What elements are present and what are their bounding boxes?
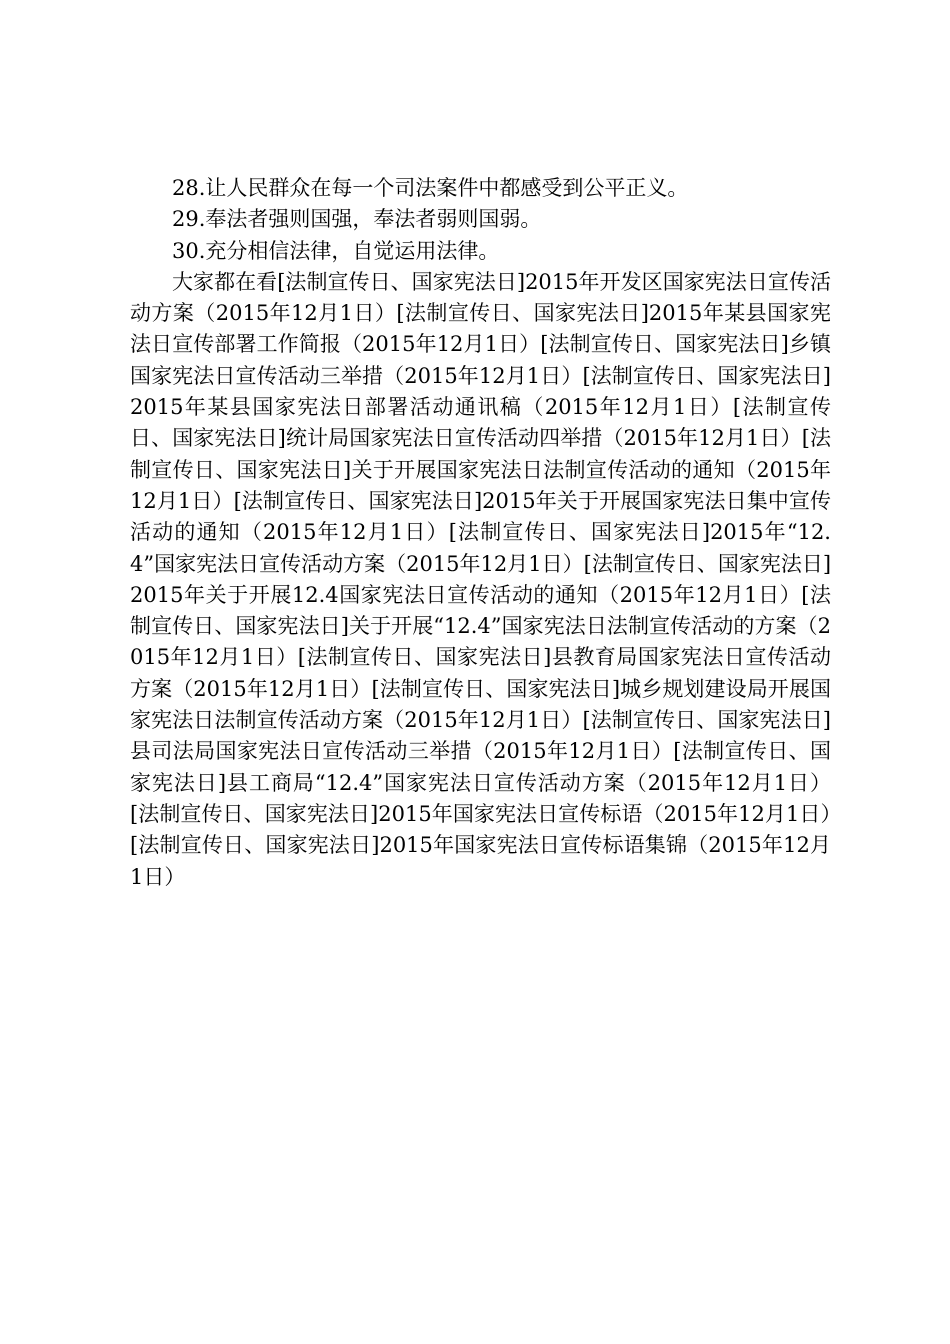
slogan-item-29: 29.奉法者强则国强，奉法者弱则国弱。 [172,207,542,232]
related-articles-paragraph: 大家都在看[法制宣传日、国家宪法日]2015年开发区国家宪法日宣传活动方案（2015年12月1日）[法制宣传日、国家宪法日]2015年某县国家宪法日宣传部署工作简报（2015年12月1日）[法制宣传日、国家宪法日]乡镇国家宪法日宣传活动三举措（2015年12月1日）[法制宣传日、国家宪法日]2015年某县国家宪法日部署活动通讯稿（2015年12月1日）[法制宣传日、国家宪法日]统计局国家宪法日宣传活动四举措（2015年12月1日）[法制宣传日、国家宪法日]关于开展国家宪法日法制宣传活动的通知（2015年12月1日）[法制宣传日、国家宪法日]2015年关于开展国家宪法日集中宣传活动的通知（2015年12月1日）[法制宣传日、国家宪法日]2015年“12.4”国家宪法日宣传活动方案（2015年12月1日）[法制宣传日、国家宪法日]2015年关于开展12.4国家宪法日宣传活动的通知（2015年12月1日）[法制宣传日、国家宪法日]关于开展“12.4”国家宪法日法制宣传活动的方案（2015年12月1日）[法制宣传日、国家宪法日]县教育局国家宪法日宣传活动方案（2015年12月1日）[法制宣传日、国家宪法日]城乡规划建设局开展国家宪法日法制宣传活动方案（2015年12月1日）[法制宣传日、国家宪法日]县司法局国家宪法日宣传活动三举措（2015年12月1日）[法制宣传日、国家宪法日]县工商局“12.4”国家宪法日宣传活动方案（2015年12月1日）[法制宣传日、国家宪法日]2015年国家宪法日宣传标语（2015年12月1日）[法制宣传日、国家宪法日]2015年国家宪法日宣传标语集锦（2015年12月1日） [130,269,832,889]
slogan-item-30: 30.充分相信法律，自觉运用法律。 [172,238,500,263]
slogan-item-28: 28.让人民群众在每一个司法案件中都感受到公平正义。 [172,176,689,200]
document-body [130,173,831,893]
